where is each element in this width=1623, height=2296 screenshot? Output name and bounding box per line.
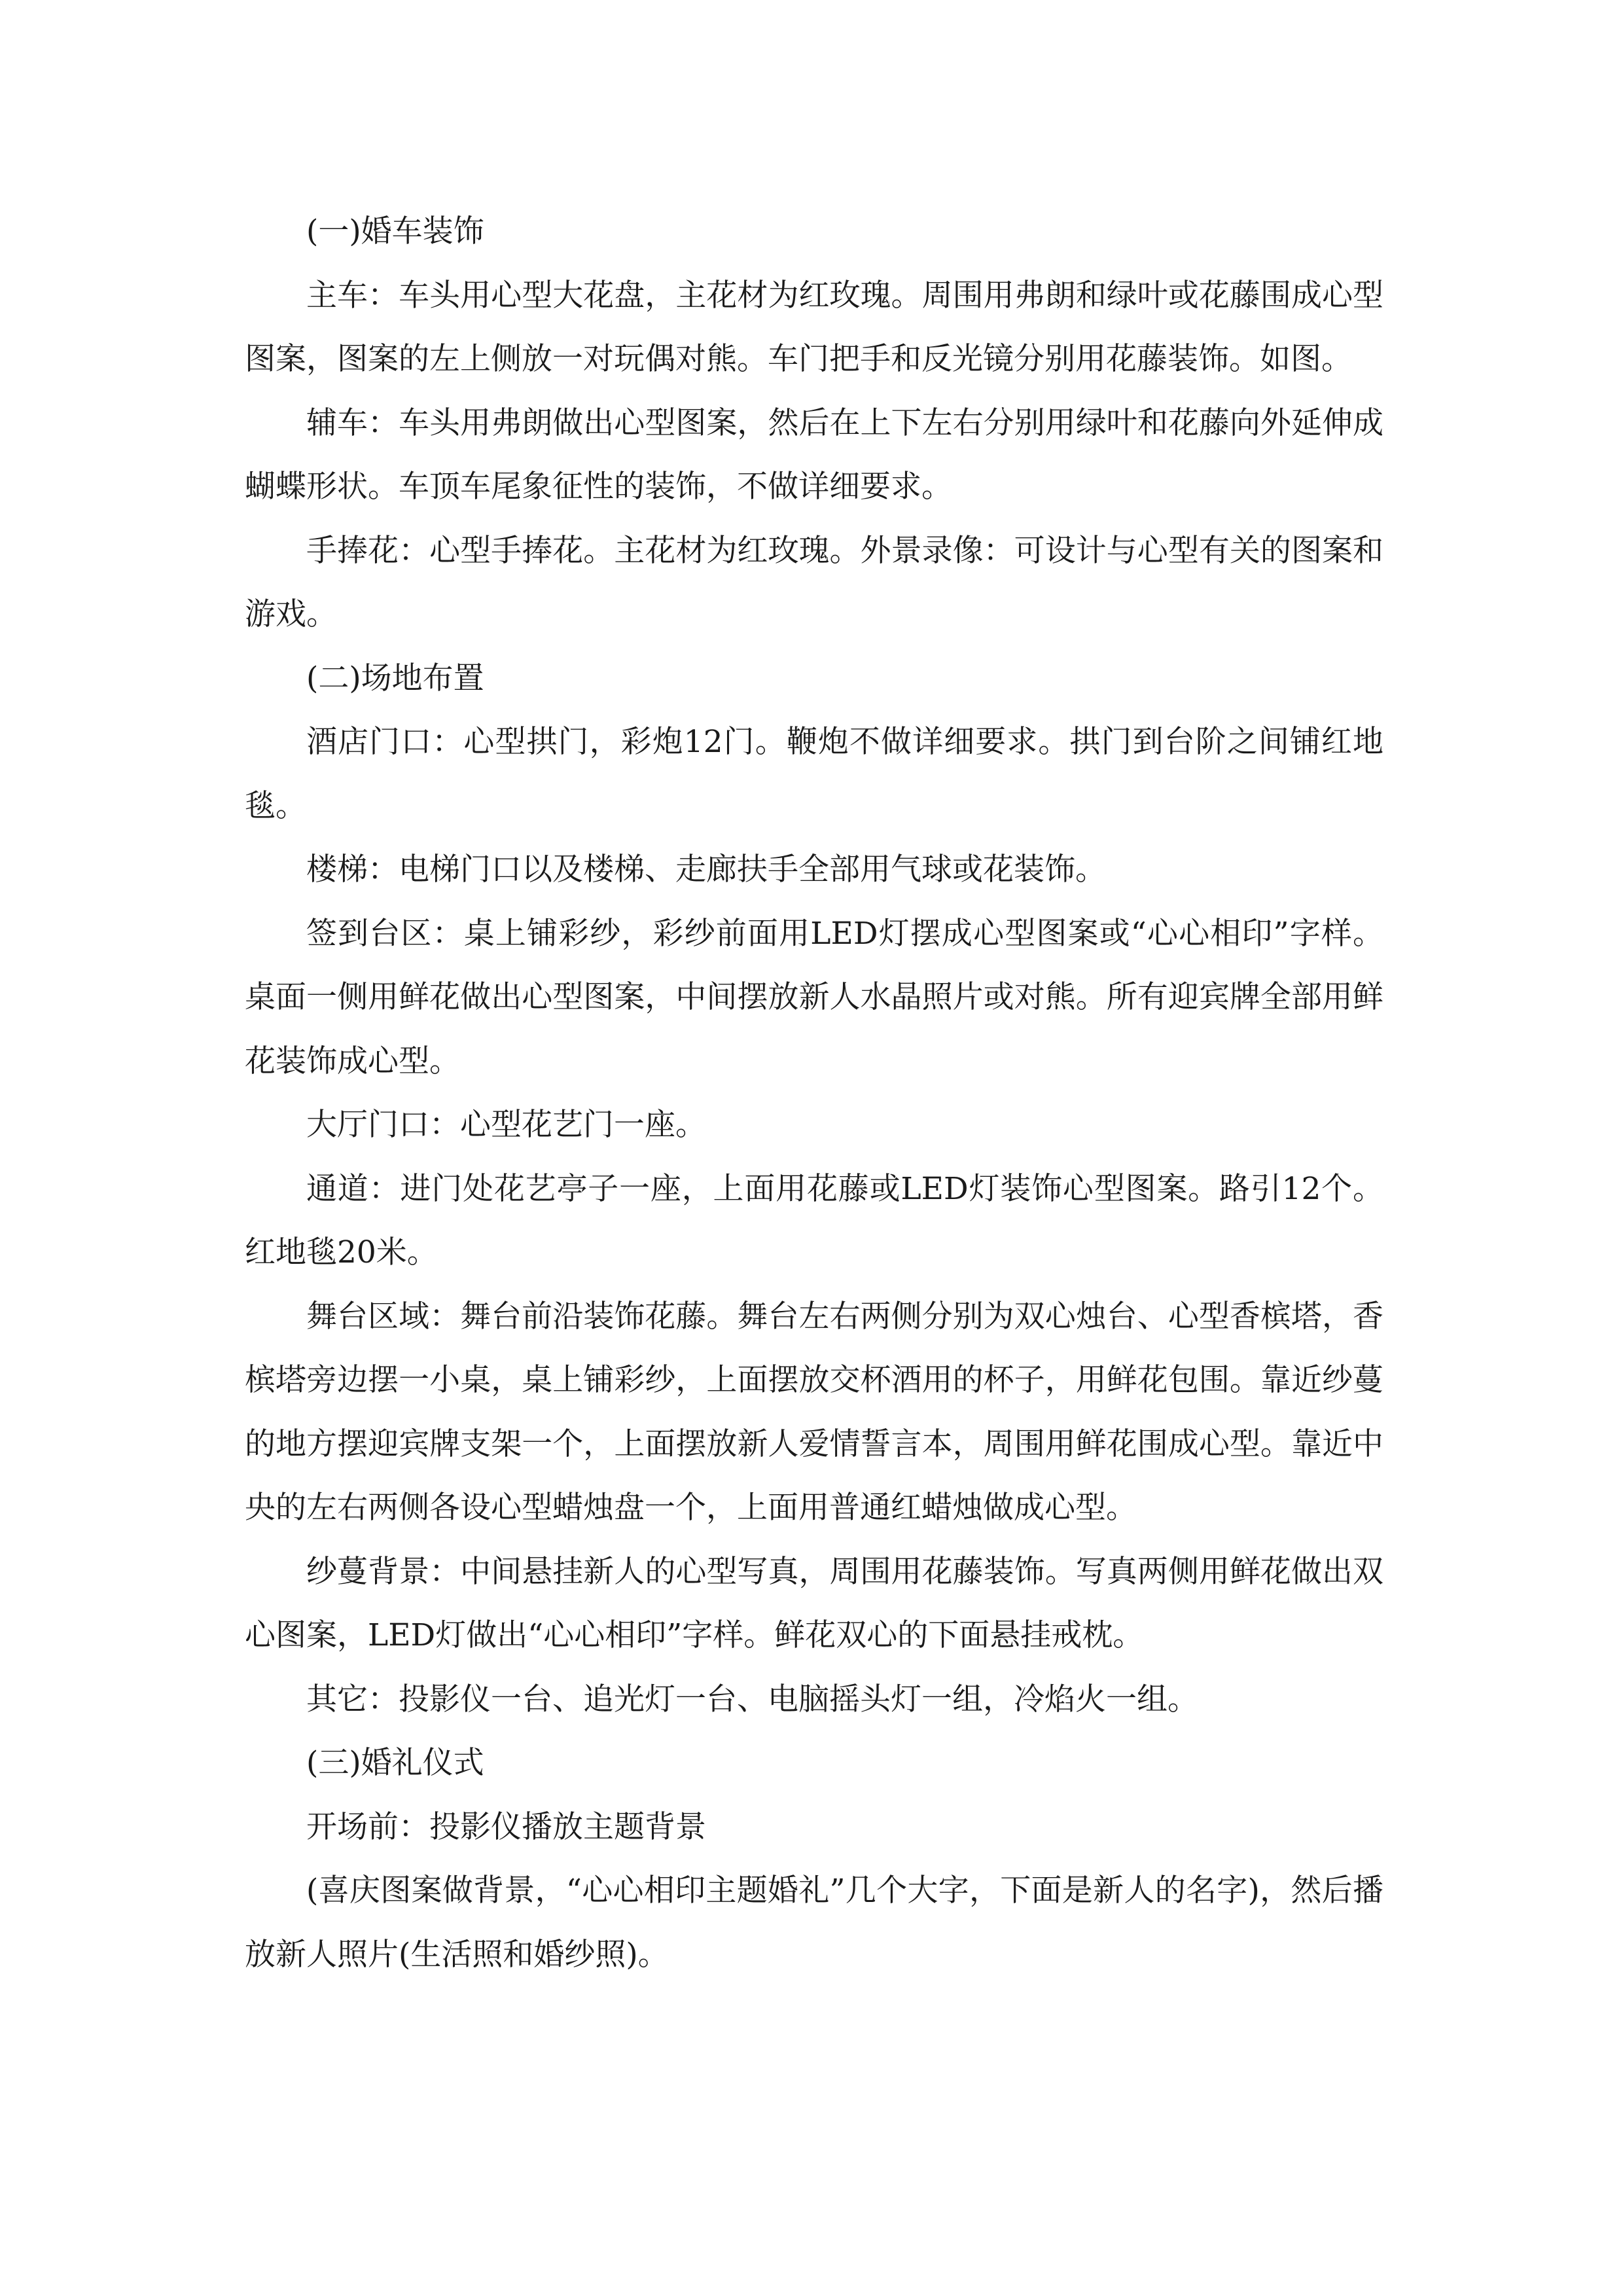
section-heading-ceremony: (三)婚礼仪式 bbox=[306, 1745, 484, 1781]
paragraph-hall-entrance: 大厅门口：心型花艺门一座。 bbox=[306, 1107, 706, 1143]
section-heading-venue: (二)场地布置 bbox=[306, 660, 484, 696]
paragraph-backdrop: 纱蔓背景：中间悬挂新人的心型写真，周围用花藤装饰。写真两侧用鲜花做出双心图案，LED灯做出“心心相印”字样。鲜花双心的下面悬挂戒枕。 bbox=[245, 1553, 1383, 1653]
paragraph-stage-area: 舞台区域：舞台前沿装饰花藤。舞台左右两侧分别为双心烛台、心型香槟塔，香槟塔旁边摆一小桌，桌上铺彩纱，上面摆放交杯酒用的杯子，用鲜花包围。靠近纱蔓的地方摆迎宾牌支架一个，上面摆放新人爱情誓言本，周围用鲜花围成心型。靠近中央的左右两侧各设心型蜡烛盘一个，上面用普通红蜡烛做成心型。 bbox=[245, 1298, 1383, 1526]
paragraph-aisle: 通道：进门处花艺亭子一座，上面用花藤或LED灯装饰心型图案。路引12个。红地毯20米。 bbox=[245, 1170, 1383, 1270]
paragraph-pre-opening-detail: (喜庆图案做背景，“心心相印主题婚礼”几个大字，下面是新人的名字)，然后播放新人照片(生活照和婚纱照)。 bbox=[245, 1873, 1383, 1973]
paragraph-hotel-entrance: 酒店门口：心型拱门，彩炮12门。鞭炮不做详细要求。拱门到台阶之间铺红地毯。 bbox=[245, 724, 1383, 824]
section-heading-wedding-car: (一)婚车装饰 bbox=[306, 213, 484, 249]
paragraph-stairs: 楼梯：电梯门口以及楼梯、走廊扶手全部用气球或花装饰。 bbox=[306, 852, 1106, 888]
paragraph-other-equipment: 其它：投影仪一台、追光灯一台、电脑摇头灯一组，冷焰火一组。 bbox=[306, 1681, 1198, 1717]
paragraph-pre-opening: 开场前：投影仪播放主题背景 bbox=[306, 1808, 706, 1845]
paragraph-main-car: 主车：车头用心型大花盘，主花材为红玫瑰。周围用弗朗和绿叶或花藤围成心型图案，图案的左上侧放一对玩偶对熊。车门把手和反光镜分别用花藤装饰。如图。 bbox=[245, 277, 1383, 377]
paragraph-support-car: 辅车：车头用弗朗做出心型图案，然后在上下左右分别用绿叶和花藤向外延伸成蝴蝶形状。车顶车尾象征性的装饰，不做详细要求。 bbox=[245, 404, 1383, 505]
document-body bbox=[245, 200, 1383, 1986]
paragraph-bouquet: 手捧花：心型手捧花。主花材为红玫瑰。外景录像：可设计与心型有关的图案和游戏。 bbox=[245, 532, 1383, 632]
paragraph-sign-in-desk: 签到台区：桌上铺彩纱，彩纱前面用LED灯摆成心型图案或“心心相印”字样。桌面一侧用鲜花做出心型图案，中间摆放新人水晶照片或对熊。所有迎宾牌全部用鲜花装饰成心型。 bbox=[245, 915, 1383, 1079]
